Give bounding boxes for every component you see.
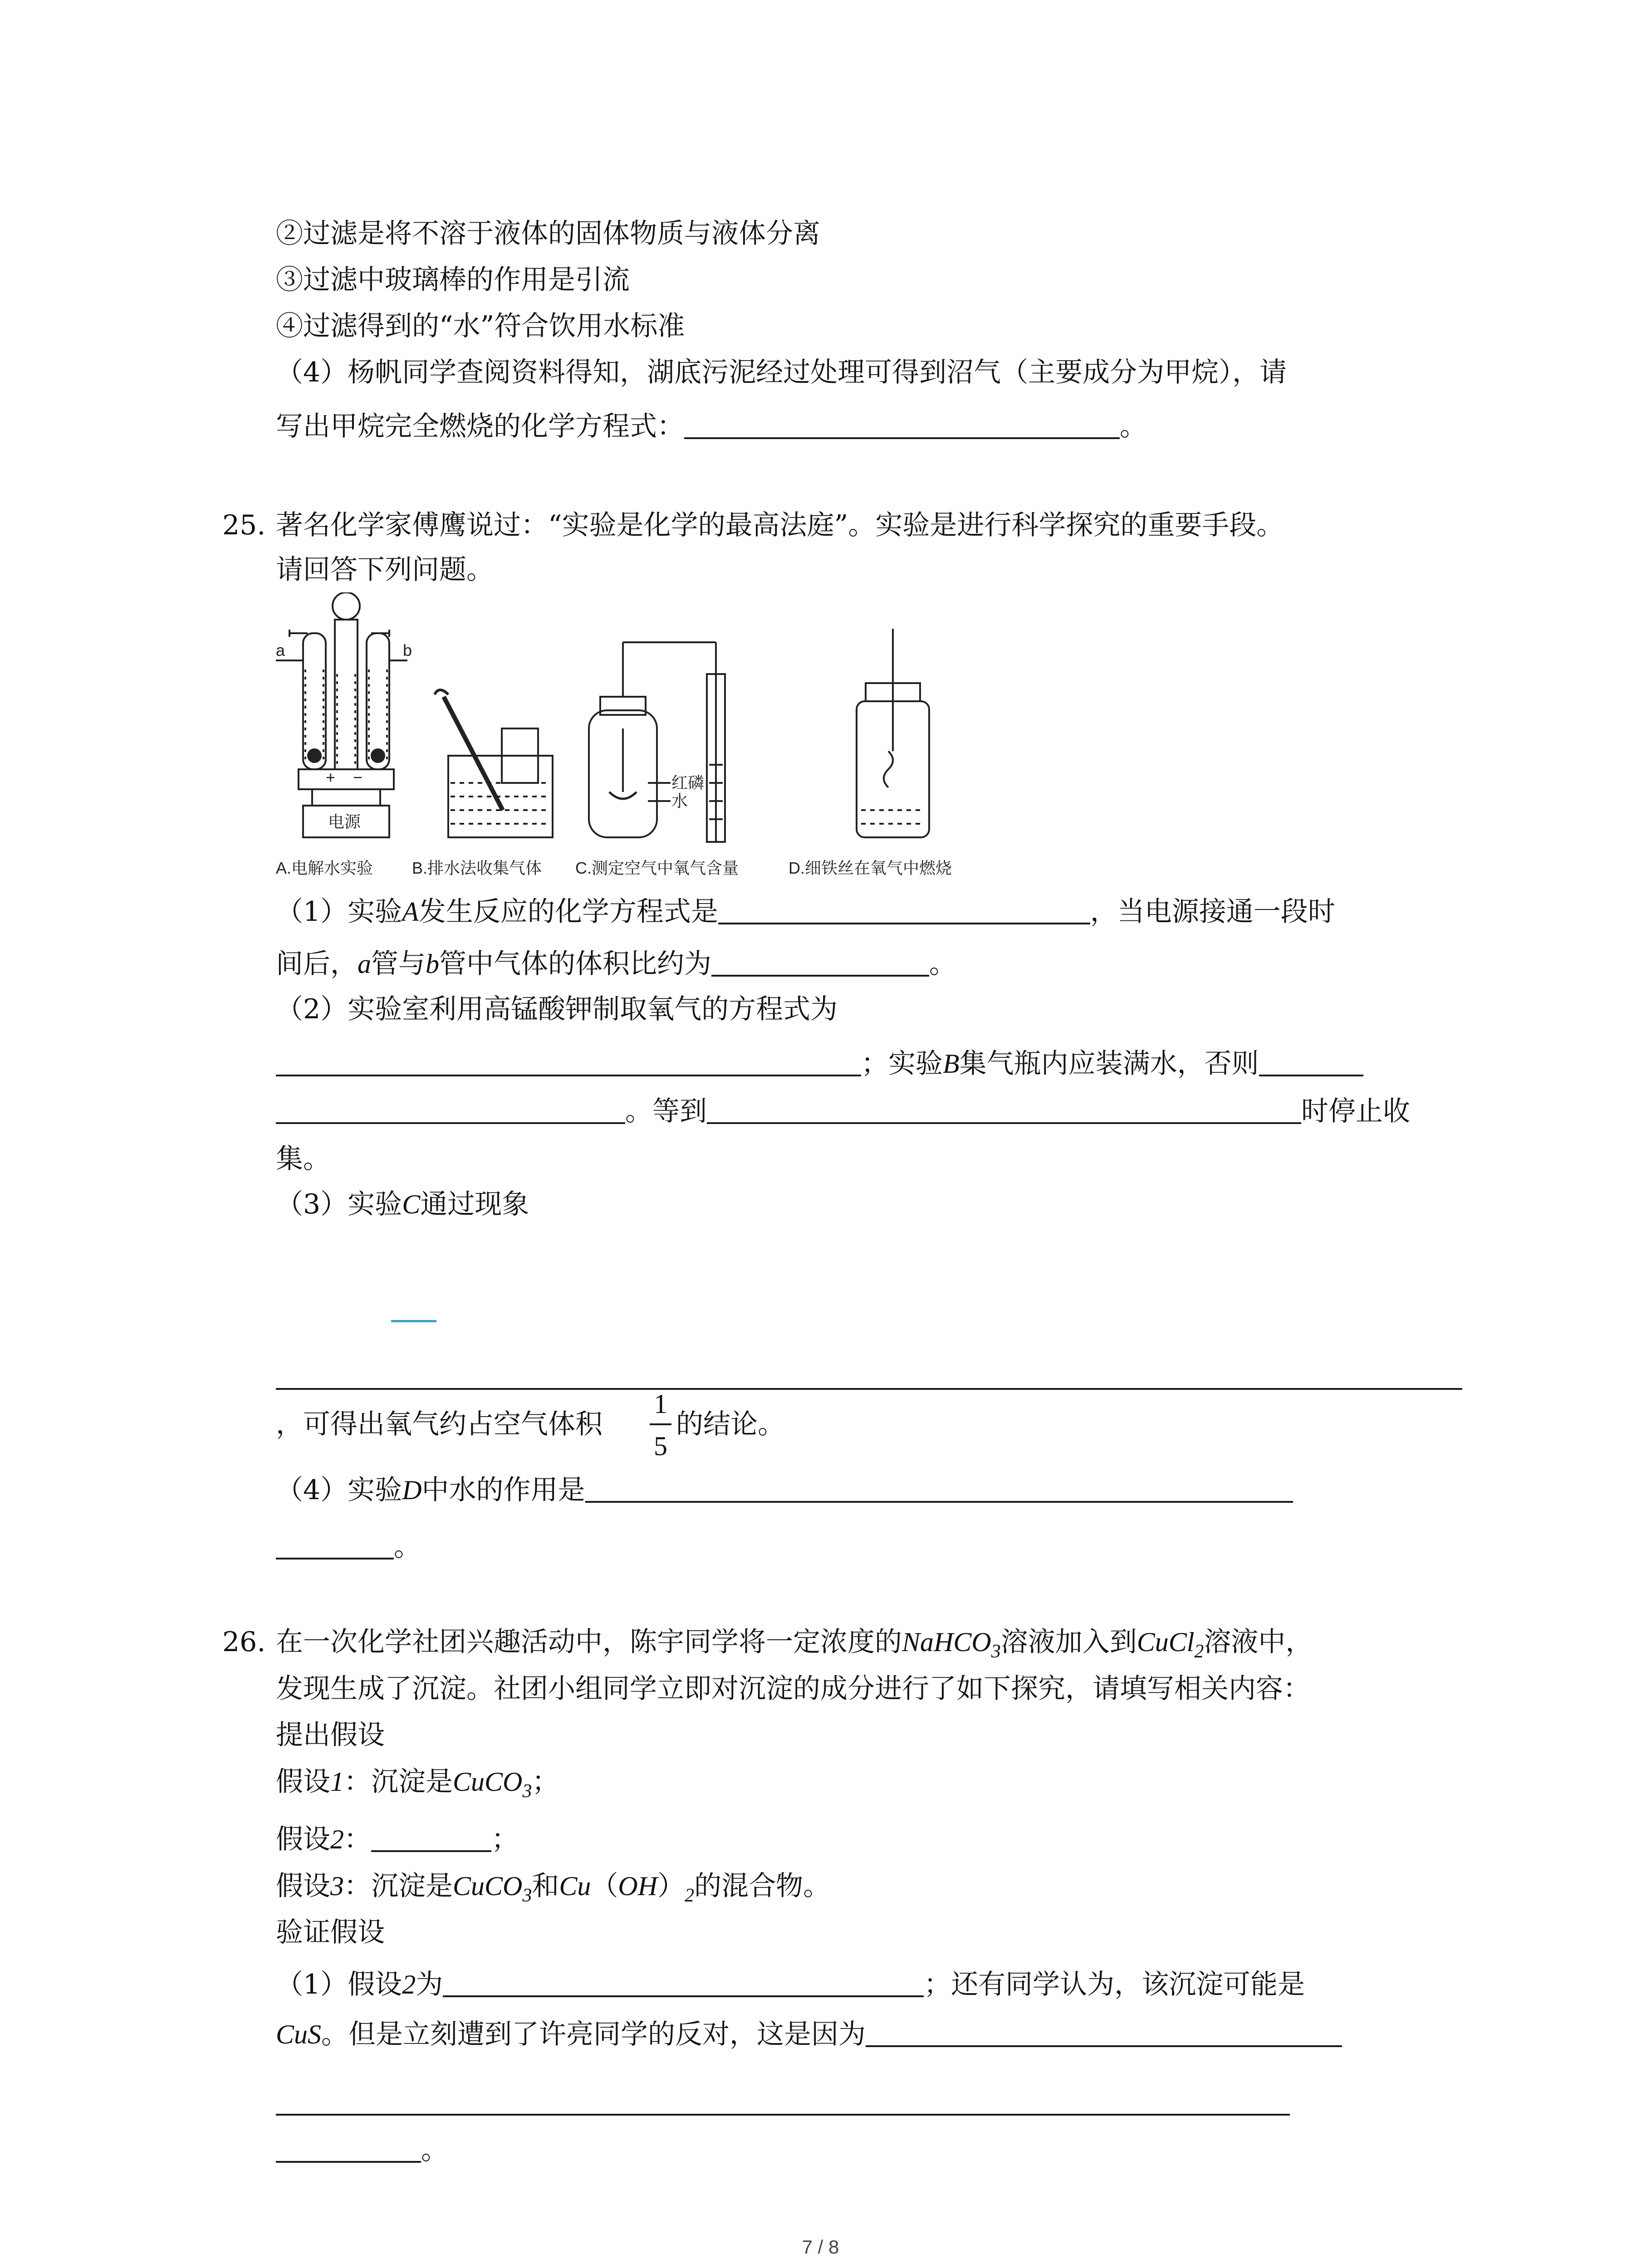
q26-v1-line1 (276, 1966, 1305, 2003)
formula: CuS (276, 2019, 322, 2049)
q24-item-2: ②过滤是将不溶于液体的固体物质与液体分离 (276, 218, 820, 249)
answer-blank-long[interactable] (276, 2114, 1290, 2116)
q25-p2-line1: （2）实验室利用高锰酸钾制取氧气的方程式为 (276, 993, 838, 1025)
var-c: C (402, 1189, 421, 1219)
var-a: A (402, 897, 419, 927)
answer-blank[interactable] (585, 1476, 1293, 1503)
apparatus-a-electrolysis (276, 592, 407, 837)
formula: CuCO (453, 1871, 523, 1901)
text: ） (657, 1870, 685, 1902)
q24-part4-line2 (276, 408, 1147, 445)
text: ： (344, 1823, 371, 1855)
caption-d: D.细铁丝在氧气中燃烧 (789, 859, 952, 877)
text: 中水的作用是 (421, 1474, 585, 1506)
label-b: b (403, 641, 412, 660)
var-a: a (358, 949, 371, 979)
label-a: a (276, 641, 285, 660)
text: 管中气体的体积比约为 (439, 948, 711, 980)
text: 时停止收 (1301, 1095, 1410, 1127)
answer-blank[interactable] (443, 1970, 924, 1997)
text: 和 (532, 1870, 559, 1902)
text: 间后， (276, 948, 358, 980)
q26-hypothesis-3 (276, 1868, 830, 1914)
answer-blank[interactable] (1259, 1049, 1363, 1076)
text: 通过现象 (420, 1188, 529, 1220)
text: （ (591, 1870, 618, 1902)
text: 。 (394, 1531, 421, 1563)
var-b: b (426, 949, 439, 979)
formula: CuCl (1136, 1627, 1195, 1657)
text: 假设 (276, 1823, 330, 1855)
q26-v1-line2 (276, 2016, 1342, 2053)
q26-verify-heading: 验证假设 (276, 1916, 385, 1948)
q26-hypothesis-2 (276, 1821, 519, 1857)
q25-p3-line1 (276, 1186, 529, 1222)
text: 发生反应的化学方程式是 (418, 896, 718, 928)
q26-stem-line2: 发现生成了沉淀。社团小组同学立即对沉淀的成分进行了如下探究，请填写相关内容： (276, 1673, 1310, 1705)
text: 管与 (371, 948, 426, 980)
text: ； (491, 1823, 519, 1855)
blue-dash-mark (391, 1320, 436, 1322)
q26-hypothesis-1 (276, 1764, 559, 1809)
q26-number: 26. (222, 1626, 266, 1658)
answer-blank[interactable] (276, 1049, 861, 1076)
q25-p1-line1 (276, 894, 1335, 930)
answer-blank[interactable] (718, 897, 1090, 924)
text: 。等到 (625, 1095, 707, 1127)
label-minus: − (353, 768, 363, 787)
subscript: 2 (1194, 1641, 1204, 1662)
label-power: 电源 (328, 812, 361, 831)
text: 。 (421, 2134, 448, 2166)
answer-blank[interactable] (707, 1097, 1301, 1124)
text: 的混合物。 (694, 1870, 831, 1902)
formula: Cu (559, 1871, 591, 1901)
label-water: 水 (671, 792, 688, 810)
q25-p2-line2 (276, 1046, 1363, 1082)
text: 假设 (276, 1870, 330, 1902)
caption-a: A.电解水实验 (276, 859, 373, 877)
q25-p3-line2-tail: 的结论。 (676, 1408, 785, 1440)
q24-part4-text: 写出甲烷完全燃烧的化学方程式： (276, 411, 684, 442)
apparatus-c-oxygen-measure (589, 642, 725, 842)
q26-propose-heading: 提出假设 (276, 1719, 385, 1751)
number: 1 (330, 1767, 344, 1797)
experiment-figure (276, 592, 993, 883)
text: （4）实验 (276, 1474, 402, 1506)
text: 溶液加入到 (1000, 1626, 1137, 1658)
text: ，可得出氧气约占空气体积 (276, 1408, 603, 1440)
answer-blank[interactable] (684, 412, 1120, 439)
text: ，当电源接通一段时 (1090, 896, 1335, 928)
var-b: B (943, 1049, 960, 1079)
number: 3 (330, 1871, 344, 1901)
apparatus-d-iron-burning (857, 629, 929, 837)
text: ；实验 (861, 1048, 943, 1080)
caption-b: B.排水法收集气体 (412, 859, 542, 877)
subscript: 3 (522, 1885, 532, 1906)
var-d: D (402, 1475, 422, 1505)
label-plus: + (326, 768, 336, 787)
text: 为 (416, 1969, 443, 2000)
subscript: 3 (991, 1641, 1001, 1662)
text: 。但是立刻遭到了许亮同学的反对，这是因为 (321, 2019, 866, 2050)
subscript: 2 (685, 1885, 695, 1906)
q24-part4-line1: （4）杨帆同学查阅资料得知，湖底污泥经过处理可得到沼气（主要成分为甲烷），请 (276, 357, 1287, 388)
text: 假设 (276, 1766, 330, 1798)
end-mark: 。 (1120, 411, 1147, 442)
text: ：沉淀是 (344, 1870, 453, 1902)
text: （1）假设 (276, 1969, 402, 2000)
q24-item-3: ③过滤中玻璃棒的作用是引流 (276, 264, 630, 296)
text: 在一次化学社团兴趣活动中，陈宇同学将一定浓度的 (276, 1626, 902, 1658)
fraction-denominator: 5 (654, 1431, 667, 1461)
text: （3）实验 (276, 1188, 402, 1220)
number: 2 (330, 1824, 344, 1854)
apparatus-b-water-collection (435, 690, 553, 837)
formula: OH (618, 1871, 658, 1901)
q24-item-4: ④过滤得到的“水”符合饮用水标准 (276, 310, 685, 342)
caption-c: C.测定空气中氧气含量 (575, 859, 739, 877)
q25-p4-line2 (276, 1529, 421, 1565)
text: ；还有同学认为，该沉淀可能是 (924, 1969, 1305, 2000)
q25-stem-line2: 请回答下列问题。 (276, 554, 494, 586)
formula: NaHCO (902, 1627, 991, 1657)
fraction-numerator: 1 (654, 1389, 667, 1419)
q25-p2-line4: 集。 (276, 1143, 330, 1175)
q26-stem-line1 (276, 1624, 1313, 1670)
q25-p2-line3 (276, 1093, 1410, 1129)
answer-blank[interactable] (276, 2136, 421, 2163)
q25-p4-line1 (276, 1472, 1293, 1508)
q25-stem-line1: 著名化学家傅鹰说过：“实验是化学的最高法庭”。实验是进行科学探究的重要手段。 (276, 509, 1284, 541)
q25-p3-line2 (276, 1406, 603, 1442)
formula: CuCO (453, 1767, 523, 1797)
text: 集气瓶内应装满水，否则 (959, 1048, 1259, 1080)
text: ； (532, 1766, 559, 1798)
number: 2 (402, 1970, 416, 1999)
answer-blank[interactable] (276, 1097, 625, 1124)
label-red-phosphorus: 红磷 (671, 773, 705, 792)
text: 溶液中， (1204, 1626, 1313, 1658)
text: 。 (929, 948, 956, 980)
text: ：沉淀是 (344, 1766, 453, 1798)
page-number: 7 / 8 (802, 2236, 839, 2258)
answer-blank[interactable] (866, 2020, 1342, 2047)
answer-blank[interactable] (371, 1825, 491, 1852)
q25-p1-line2 (276, 946, 956, 982)
q25-number: 25. (222, 509, 266, 541)
text: （1）实验 (276, 896, 402, 928)
subscript: 3 (522, 1781, 532, 1802)
answer-blank-long[interactable] (276, 1388, 1462, 1390)
fraction-bar (650, 1423, 671, 1425)
answer-blank[interactable] (711, 949, 929, 977)
q26-v1-line4 (276, 2132, 448, 2168)
answer-blank[interactable] (276, 1532, 394, 1559)
